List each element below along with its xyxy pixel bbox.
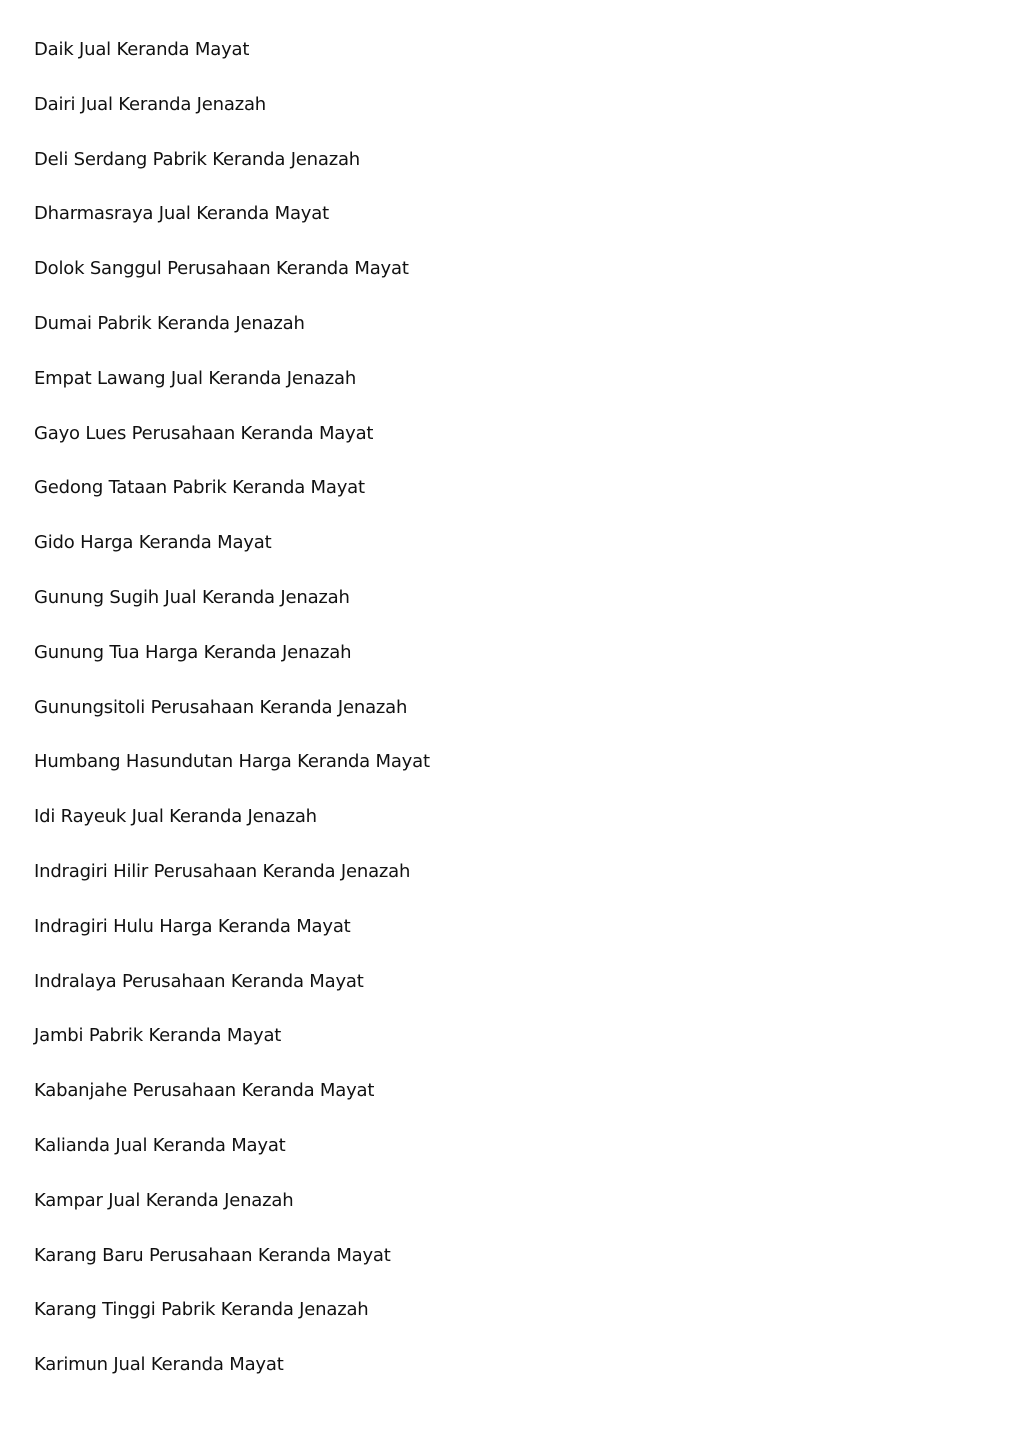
list-item: Indralaya Perusahaan Keranda Mayat <box>34 970 364 992</box>
list-item: Empat Lawang Jual Keranda Jenazah <box>34 367 357 389</box>
list-item: Indragiri Hilir Perusahaan Keranda Jenazah <box>34 860 411 882</box>
list-item: Gedong Tataan Pabrik Keranda Mayat <box>34 477 365 499</box>
list-item: Dolok Sanggul Perusahaan Keranda Mayat <box>34 258 409 280</box>
list-item: Gayo Lues Perusahaan Keranda Mayat <box>34 422 374 444</box>
list-item: Humbang Hasundutan Harga Keranda Mayat <box>34 751 430 773</box>
list-item: Gunung Sugih Jual Keranda Jenazah <box>34 586 350 608</box>
list-item: Gunungsitoli Perusahaan Keranda Jenazah <box>34 696 408 718</box>
list-item: Idi Rayeuk Jual Keranda Jenazah <box>34 806 317 828</box>
list-item: Karang Tinggi Pabrik Keranda Jenazah <box>34 1299 369 1321</box>
list-item: Karimun Jual Keranda Mayat <box>34 1354 284 1376</box>
list-item: Kalianda Jual Keranda Mayat <box>34 1134 286 1156</box>
list-item: Kabanjahe Perusahaan Keranda Mayat <box>34 1080 375 1102</box>
document-line-list <box>34 36 430 1406</box>
list-item: Indragiri Hulu Harga Keranda Mayat <box>34 915 351 937</box>
list-item: Dumai Pabrik Keranda Jenazah <box>34 312 305 334</box>
list-item: Dharmasraya Jual Keranda Mayat <box>34 203 329 225</box>
list-item: Daik Jual Keranda Mayat <box>34 39 250 60</box>
list-item: Gido Harga Keranda Mayat <box>34 532 272 554</box>
list-item: Karang Baru Perusahaan Keranda Mayat <box>34 1244 391 1266</box>
list-item: Gunung Tua Harga Keranda Jenazah <box>34 641 352 663</box>
list-item: Kampar Jual Keranda Jenazah <box>34 1189 294 1211</box>
list-item: Dairi Jual Keranda Jenazah <box>34 93 266 115</box>
list-item: Jambi Pabrik Keranda Mayat <box>34 1025 282 1047</box>
list-item: Deli Serdang Pabrik Keranda Jenazah <box>34 148 361 170</box>
